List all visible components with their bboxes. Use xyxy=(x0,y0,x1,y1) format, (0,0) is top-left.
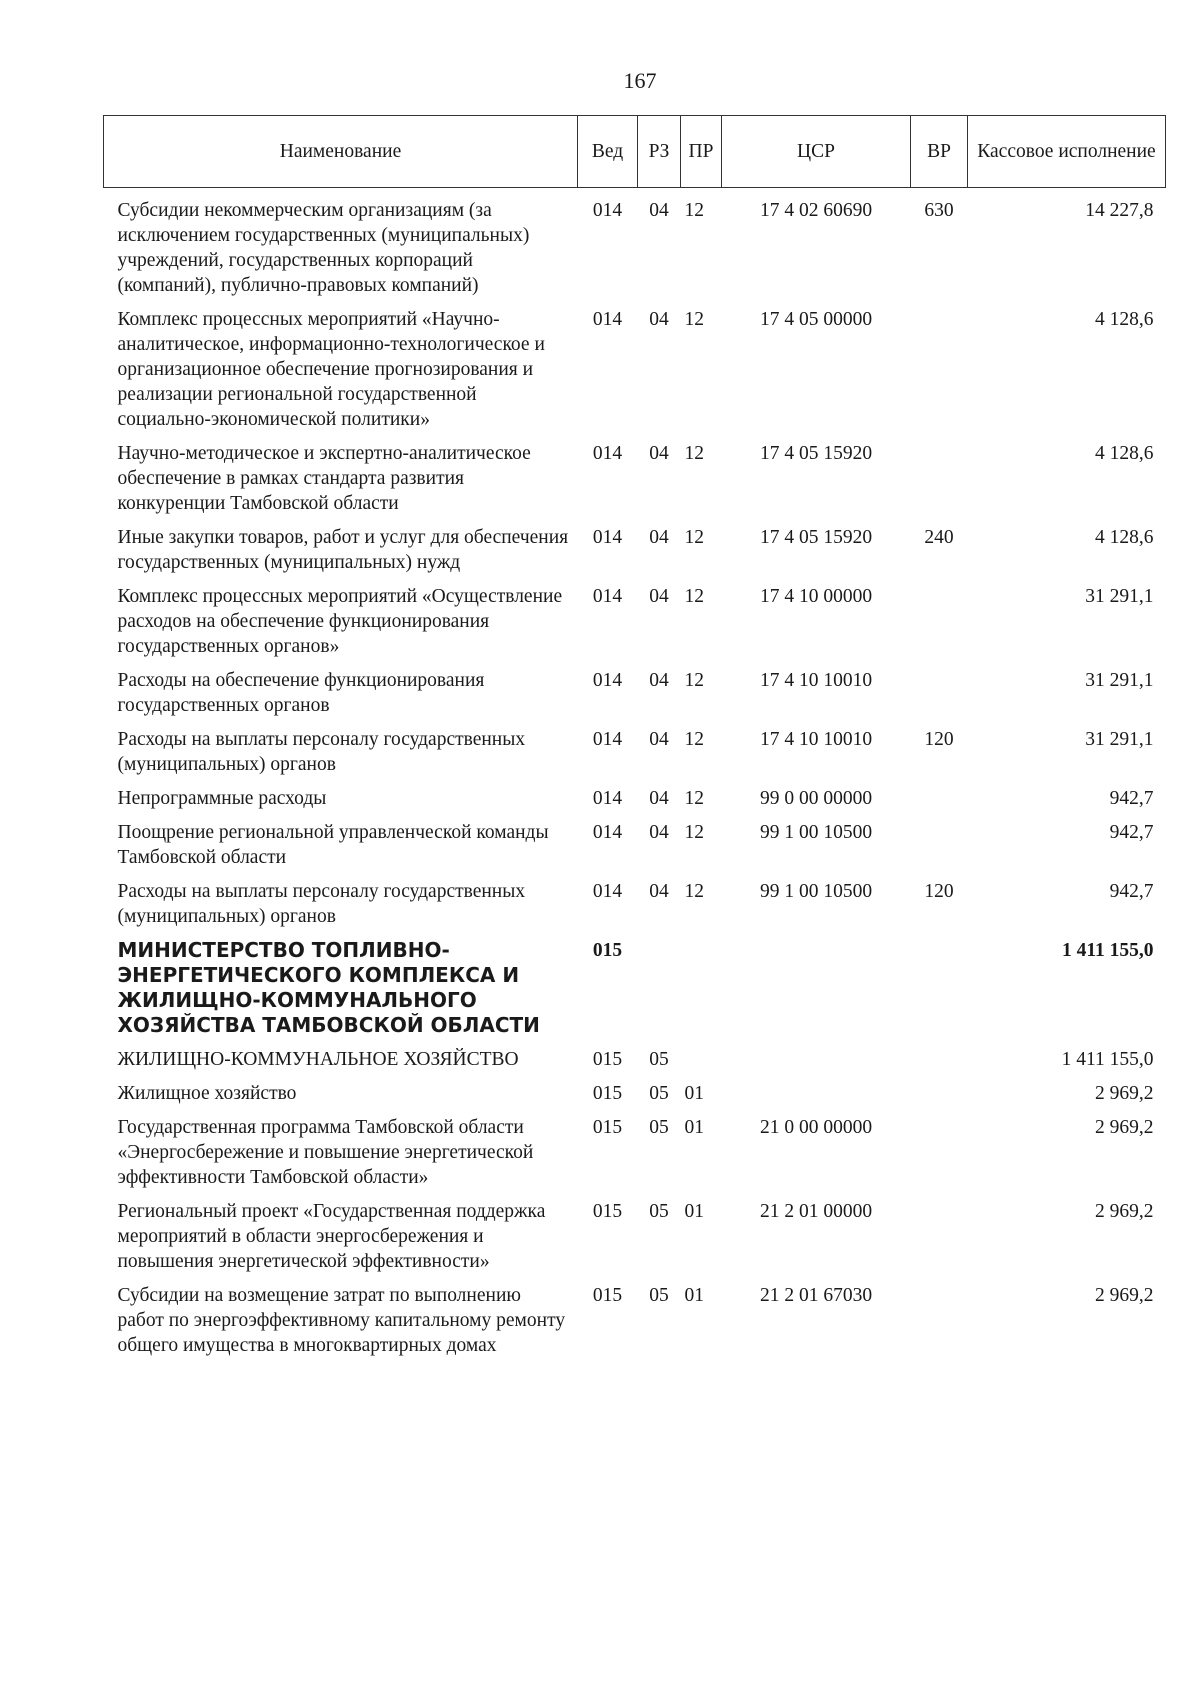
cell-name: Поощрение региональной управленческой команды Тамбовской области xyxy=(117,822,549,868)
cell-ved: 014 xyxy=(592,729,623,750)
header-name: Наименование xyxy=(104,116,578,188)
cell-csr: 21 2 01 00000 xyxy=(759,1201,873,1222)
cell-sum: 4 128,6 xyxy=(1095,309,1154,330)
cell-name: Жилищное хозяйство xyxy=(117,1083,297,1104)
table-row xyxy=(104,1047,1166,1081)
table-row xyxy=(104,1115,1166,1199)
cell-sum: 14 227,8 xyxy=(1085,200,1154,221)
cell-rz xyxy=(638,938,681,1047)
cell-sum: 942,7 xyxy=(1109,788,1154,809)
table-row xyxy=(104,307,1166,441)
cell-sum: 2 969,2 xyxy=(1095,1083,1154,1104)
cell-ved: 015 xyxy=(592,1083,623,1104)
cell-pr: 01 xyxy=(684,1083,704,1104)
cell-name: ЖИЛИЩНО-КОММУНАЛЬНОЕ ХОЗЯЙСТВО xyxy=(117,1049,519,1070)
cell-pr: 01 xyxy=(684,1117,704,1138)
cell-sum: 4 128,6 xyxy=(1095,527,1154,548)
cell-csr: 99 1 00 10500 xyxy=(759,822,873,843)
cell-csr xyxy=(722,938,911,1047)
cell-vr xyxy=(911,820,968,879)
cell-name: Расходы на выплаты персоналу государственных (муниципальных) органов xyxy=(117,729,526,775)
cell-pr: 12 xyxy=(684,200,704,221)
cell-sum: 942,7 xyxy=(1109,881,1154,902)
cell-pr: 12 xyxy=(684,822,704,843)
header-ved: Вед xyxy=(578,116,638,188)
cell-pr: 12 xyxy=(684,881,704,902)
cell-ved: 014 xyxy=(592,881,623,902)
cell-sum: 2 969,2 xyxy=(1095,1117,1154,1138)
cell-sum: 31 291,1 xyxy=(1085,670,1154,691)
cell-rz: 05 xyxy=(649,1285,669,1306)
cell-rz: 04 xyxy=(649,527,669,548)
cell-name: Иные закупки товаров, работ и услуг для обеспечения государственных (муниципальных) нужд xyxy=(117,527,569,573)
table-row xyxy=(104,441,1166,525)
header-rz: РЗ xyxy=(638,116,681,188)
cell-csr: 17 4 05 15920 xyxy=(759,443,873,464)
cell-name: Непрограммные расходы xyxy=(117,788,327,809)
table-row xyxy=(104,188,1166,308)
cell-ved: 014 xyxy=(592,586,623,607)
cell-rz: 04 xyxy=(649,670,669,691)
cell-csr xyxy=(722,1047,911,1081)
table-row xyxy=(104,1081,1166,1115)
cell-rz: 04 xyxy=(649,200,669,221)
cell-ved: 015 xyxy=(592,1117,623,1138)
cell-ved: 015 xyxy=(592,940,623,961)
cell-rz: 05 xyxy=(649,1049,669,1070)
cell-ved: 014 xyxy=(592,670,623,691)
table-row xyxy=(104,820,1166,879)
cell-ved: 014 xyxy=(592,200,623,221)
cell-ved: 014 xyxy=(592,309,623,330)
cell-vr xyxy=(911,1115,968,1199)
cell-csr: 17 4 02 60690 xyxy=(759,200,873,221)
table-header-row xyxy=(104,116,1166,188)
cell-sum: 31 291,1 xyxy=(1085,729,1154,750)
cell-sum: 4 128,6 xyxy=(1095,443,1154,464)
cell-vr xyxy=(911,1047,968,1081)
cell-vr: 630 xyxy=(924,200,954,221)
cell-rz: 04 xyxy=(649,822,669,843)
cell-vr xyxy=(911,668,968,727)
header-pr: ПР xyxy=(681,116,722,188)
cell-ved: 014 xyxy=(592,527,623,548)
table-row xyxy=(104,727,1166,786)
cell-rz: 05 xyxy=(649,1117,669,1138)
budget-execution-table xyxy=(103,115,1166,1367)
table-row-ministry xyxy=(104,938,1166,1047)
table-row xyxy=(104,525,1166,584)
cell-vr xyxy=(911,1283,968,1367)
cell-pr: 12 xyxy=(684,729,704,750)
cell-sum: 1 411 155,0 xyxy=(1061,1049,1154,1070)
table-row xyxy=(104,786,1166,820)
cell-vr: 240 xyxy=(924,527,954,548)
table-row xyxy=(104,584,1166,668)
cell-pr: 12 xyxy=(684,788,704,809)
cell-name: Расходы на выплаты персоналу государственных (муниципальных) органов xyxy=(117,881,526,927)
cell-sum: 2 969,2 xyxy=(1095,1201,1154,1222)
cell-vr xyxy=(911,786,968,820)
cell-pr: 12 xyxy=(684,670,704,691)
cell-rz: 04 xyxy=(649,881,669,902)
cell-ved: 015 xyxy=(592,1285,623,1306)
cell-vr xyxy=(911,584,968,668)
cell-pr: 12 xyxy=(684,527,704,548)
cell-name: Региональный проект «Государственная поддержка мероприятий в области энергосбережения и повышения энергетической эффективности» xyxy=(117,1201,546,1272)
table-row xyxy=(104,1283,1166,1367)
cell-csr: 17 4 05 15920 xyxy=(759,527,873,548)
cell-ved: 014 xyxy=(592,822,623,843)
header-csr: ЦСР xyxy=(722,116,911,188)
header-vr: ВР xyxy=(911,116,968,188)
cell-name: Комплекс процессных мероприятий «Научно-аналитическое, информационно-технологическое и организационное обеспечение прогнозирования и реализации региональной государственной социально-экономической политики» xyxy=(117,309,545,430)
cell-name: МИНИСТЕРСТВО ТОПЛИВНО-ЭНЕРГЕТИЧЕСКОГО КОМПЛЕКСА И ЖИЛИЩНО-КОММУНАЛЬНОГО ХОЗЯЙСТВА ТАМБОВСКОЙ ОБЛАСТИ xyxy=(117,938,540,1037)
cell-name: Научно-методическое и экспертно-аналитическое обеспечение в рамках стандарта развития конкуренции Тамбовской области xyxy=(117,443,531,514)
cell-rz: 04 xyxy=(649,729,669,750)
cell-pr: 12 xyxy=(684,586,704,607)
cell-rz: 04 xyxy=(649,309,669,330)
cell-csr: 17 4 10 10010 xyxy=(759,670,873,691)
cell-name: Комплекс процессных мероприятий «Осуществление расходов на обеспечение функционирования государственных органов» xyxy=(117,586,563,657)
cell-rz: 04 xyxy=(649,788,669,809)
cell-name: Субсидии некоммерческим организациям (за исключением государственных (муниципальных) учреждений, государственных корпораций (компаний), публично-правовых компаний) xyxy=(117,200,530,296)
cell-sum: 2 969,2 xyxy=(1095,1285,1154,1306)
cell-csr: 21 2 01 67030 xyxy=(759,1285,873,1306)
cell-pr xyxy=(681,1047,722,1081)
cell-csr: 17 4 10 00000 xyxy=(759,586,873,607)
cell-name: Расходы на обеспечение функционирования государственных органов xyxy=(117,670,485,716)
cell-vr xyxy=(911,1081,968,1115)
cell-ved: 014 xyxy=(592,788,623,809)
cell-pr: 01 xyxy=(684,1285,704,1306)
cell-ved: 015 xyxy=(592,1049,623,1070)
cell-pr: 12 xyxy=(684,443,704,464)
cell-name: Государственная программа Тамбовской области «Энергосбережение и повышение энергетической эффективности Тамбовской области» xyxy=(117,1117,534,1188)
cell-csr: 21 0 00 00000 xyxy=(759,1117,873,1138)
cell-vr xyxy=(911,1199,968,1283)
cell-sum: 942,7 xyxy=(1109,822,1154,843)
cell-ved: 015 xyxy=(592,1201,623,1222)
cell-pr: 01 xyxy=(684,1201,704,1222)
header-sum: Кассовое исполнение xyxy=(968,116,1166,188)
cell-csr: 17 4 05 00000 xyxy=(759,309,873,330)
cell-vr xyxy=(911,938,968,1047)
cell-pr: 12 xyxy=(684,309,704,330)
cell-vr xyxy=(911,441,968,525)
cell-csr: 99 1 00 10500 xyxy=(759,881,873,902)
cell-rz: 04 xyxy=(649,586,669,607)
cell-rz: 04 xyxy=(649,443,669,464)
cell-name: Субсидии на возмещение затрат по выполнению работ по энергоэффективному капитальному ремонту общего имущества в многоквартирных домах xyxy=(117,1285,566,1356)
cell-csr: 99 0 00 00000 xyxy=(759,788,873,809)
cell-pr xyxy=(681,938,722,1047)
cell-sum: 1 411 155,0 xyxy=(1061,940,1154,961)
table-row xyxy=(104,879,1166,938)
page-number: 167 xyxy=(623,68,657,93)
cell-vr: 120 xyxy=(924,729,954,750)
cell-csr xyxy=(722,1081,911,1115)
cell-ved: 014 xyxy=(592,443,623,464)
table-row xyxy=(104,668,1166,727)
table-row xyxy=(104,1199,1166,1283)
cell-rz: 05 xyxy=(649,1201,669,1222)
cell-sum: 31 291,1 xyxy=(1085,586,1154,607)
cell-vr xyxy=(911,307,968,441)
cell-csr: 17 4 10 10010 xyxy=(759,729,873,750)
cell-vr: 120 xyxy=(924,881,954,902)
cell-rz: 05 xyxy=(649,1083,669,1104)
